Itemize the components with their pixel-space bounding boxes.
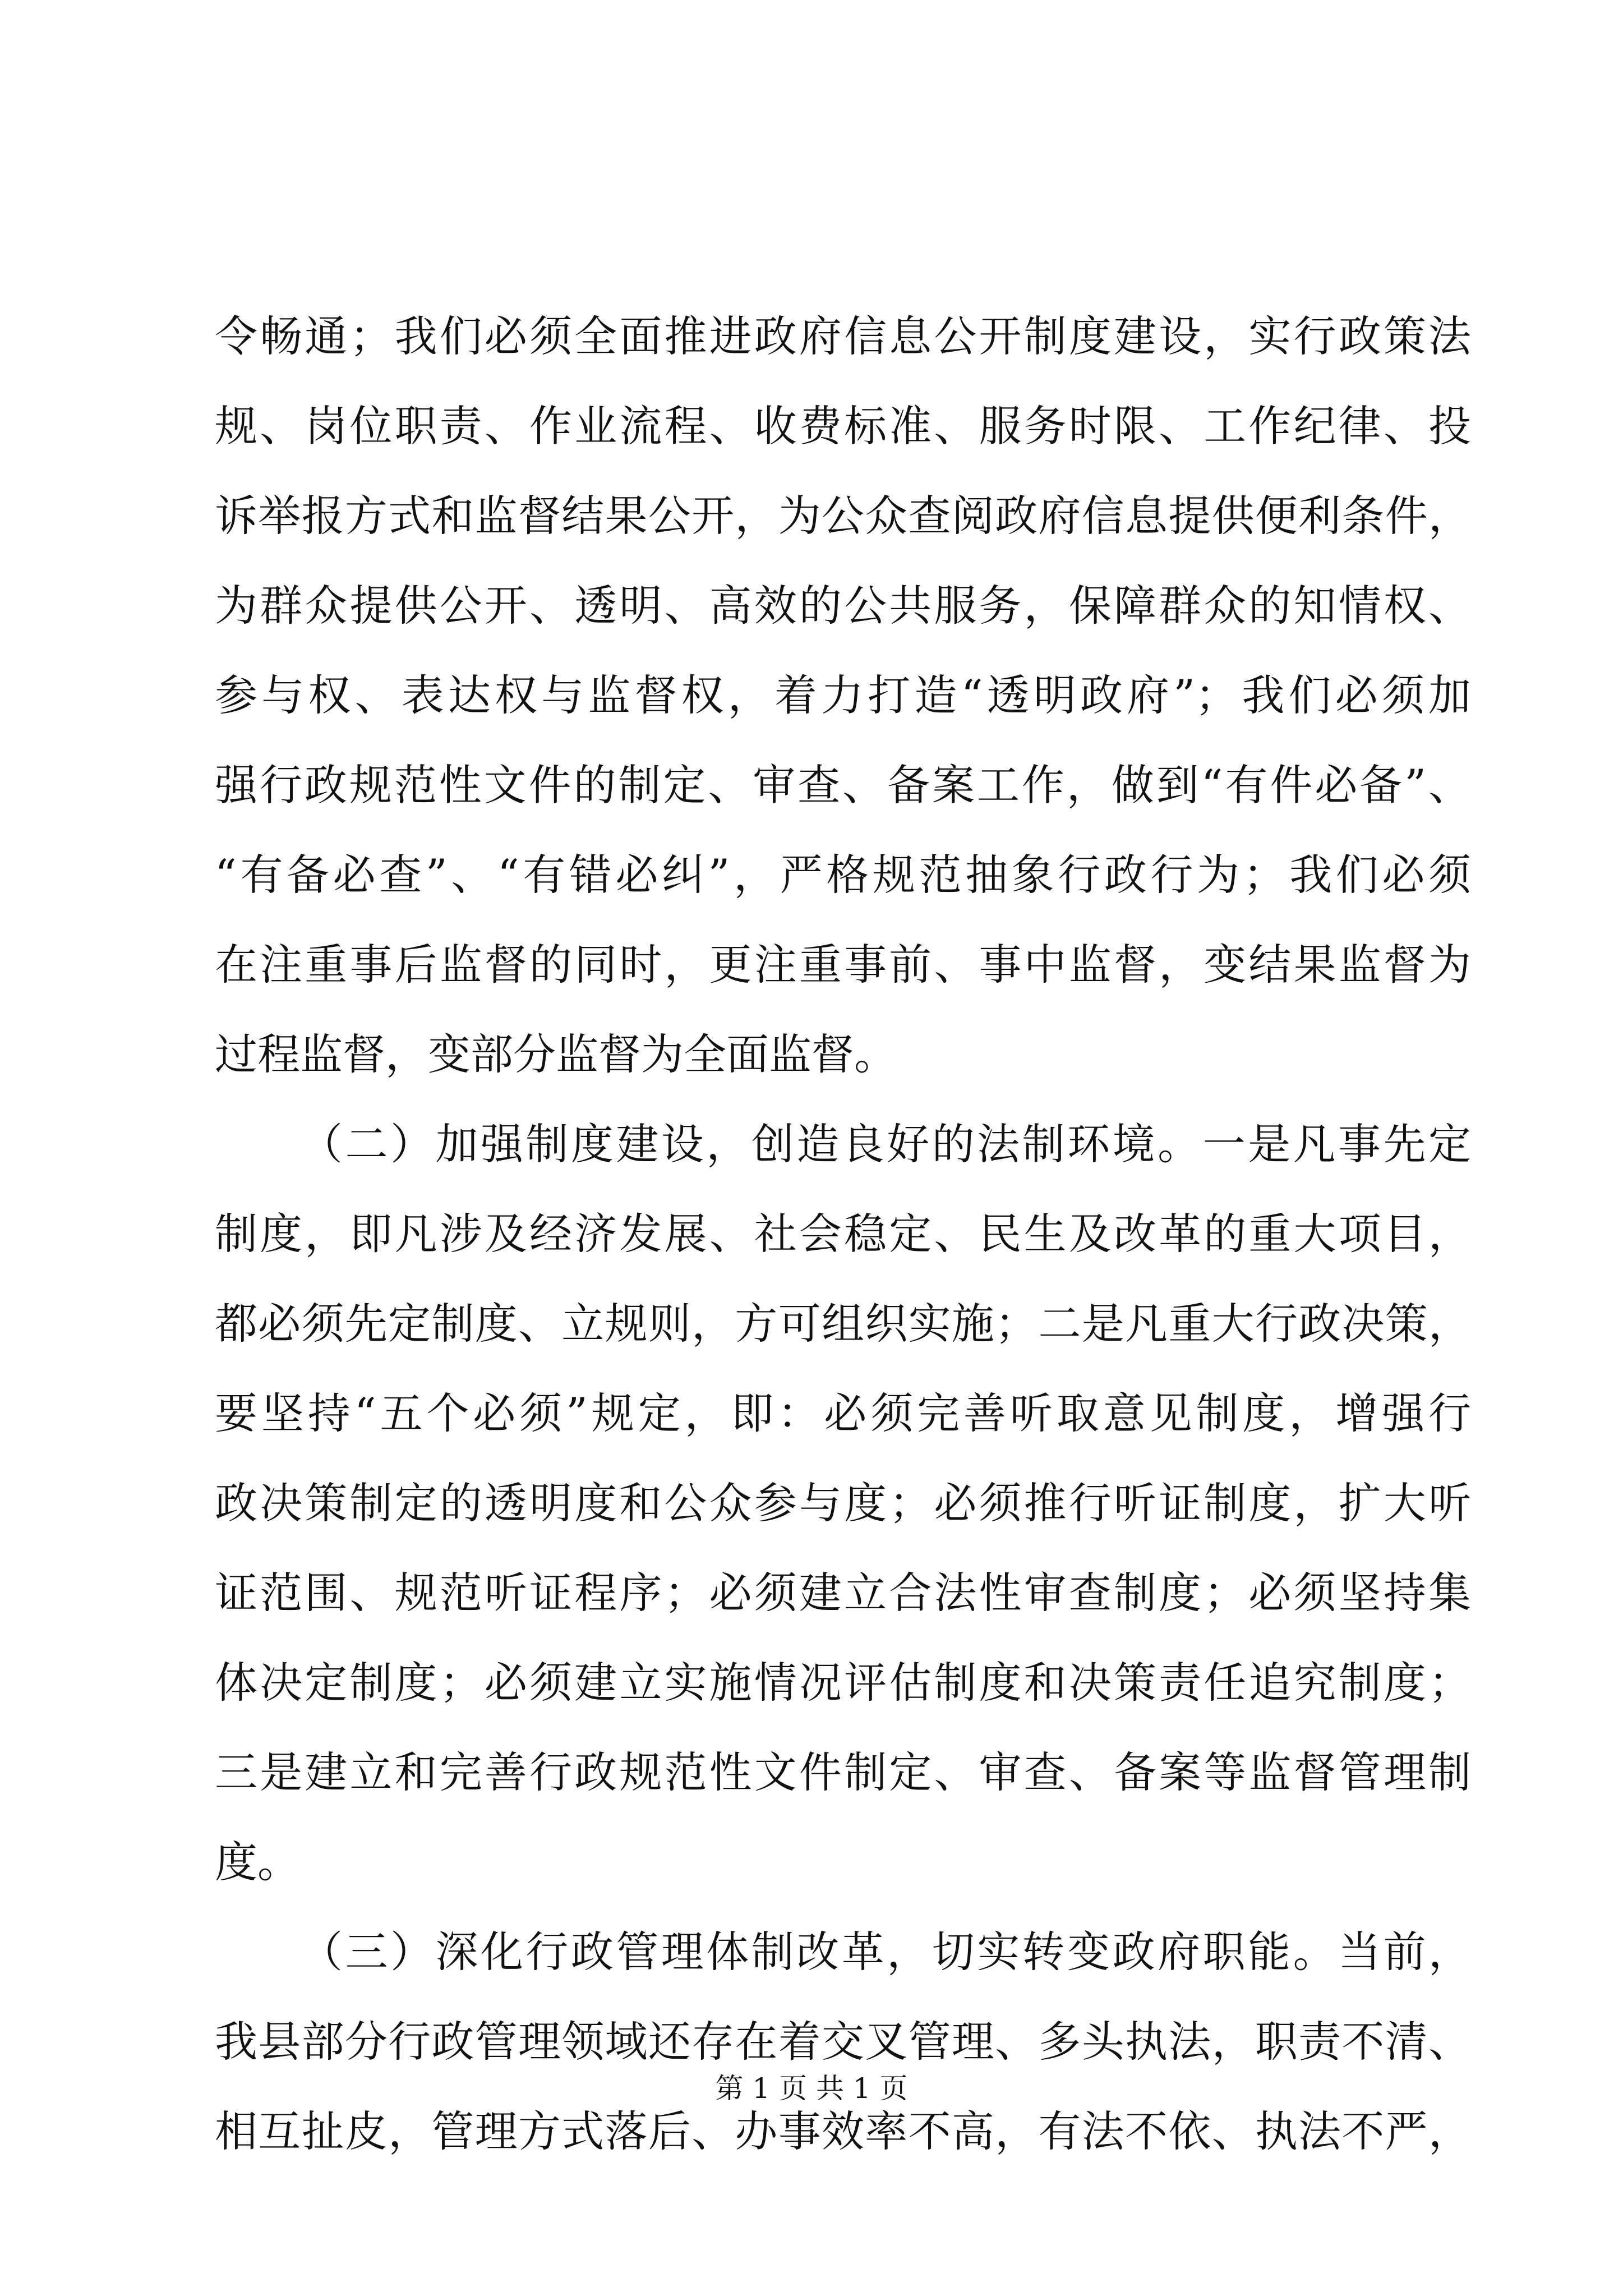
text-line: 过程监督，变部分监督为全面监督。: [215, 1029, 897, 1079]
page-number-label: 第 1 页 共 1 页: [715, 2072, 908, 2105]
text-line: 强行政规范性文件的制定、审查、备案工作，做到“有件必备”、: [215, 760, 1471, 810]
text-line: 度。: [215, 1837, 300, 1887]
text-line: 规、岗位职责、作业流程、收费标准、服务时限、工作纪律、投: [215, 401, 1471, 451]
text-line: 为群众提供公开、透明、高效的公共服务，保障群众的知情权、: [215, 581, 1471, 631]
text-line: 令畅通；我们必须全面推进政府信息公开制度建设，实行政策法: [215, 311, 1471, 361]
text-line: 相互扯皮，管理方式落后、办事效率不高，有法不依、执法不严，: [215, 2106, 1471, 2156]
paragraph-heading-line: （三）深化行政管理体制改革，切实转变政府职能。当前，: [300, 1927, 1471, 1977]
text-line: 我县部分行政管理领域还存在着交叉管理、多头执法，职责不清、: [215, 2017, 1471, 2067]
text-line: 要坚持“五个必须”规定，即：必须完善听取意见制度，增强行: [215, 1388, 1471, 1438]
text-line: 体决定制度；必须建立实施情况评估制度和决策责任追究制度；: [215, 1658, 1471, 1708]
text-line: 三是建立和完善行政规范性文件制定、审查、备案等监督管理制: [215, 1747, 1471, 1797]
paragraph-heading-line: （二）加强制度建设，创造良好的法制环境。一是凡事先定: [300, 1119, 1471, 1169]
text-line: 证范围、规范听证程序；必须建立合法性审查制度；必须坚持集: [215, 1568, 1471, 1618]
text-line: 在注重事后监督的同时，更注重事前、事中监督，变结果监督为: [215, 940, 1471, 990]
text-line: 制度，即凡涉及经济发展、社会稳定、民生及改革的重大项目，: [215, 1209, 1471, 1259]
document-body: [215, 292, 1471, 2177]
text-line: 政决策制定的透明度和公众参与度；必须推行听证制度，扩大听: [215, 1478, 1471, 1528]
text-line: 诉举报方式和监督结果公开，为公众查阅政府信息提供便利条件，: [215, 491, 1471, 541]
text-line: “有备必查”、“有错必纠”，严格规范抽象行政行为；我们必须: [215, 850, 1471, 900]
page-footer: [0, 2069, 1623, 2108]
text-line: 参与权、表达权与监督权，着力打造“透明政府”；我们必须加: [215, 670, 1471, 720]
text-line: 都必须先定制度、立规则，方可组织实施；二是凡重大行政决策，: [215, 1299, 1471, 1349]
